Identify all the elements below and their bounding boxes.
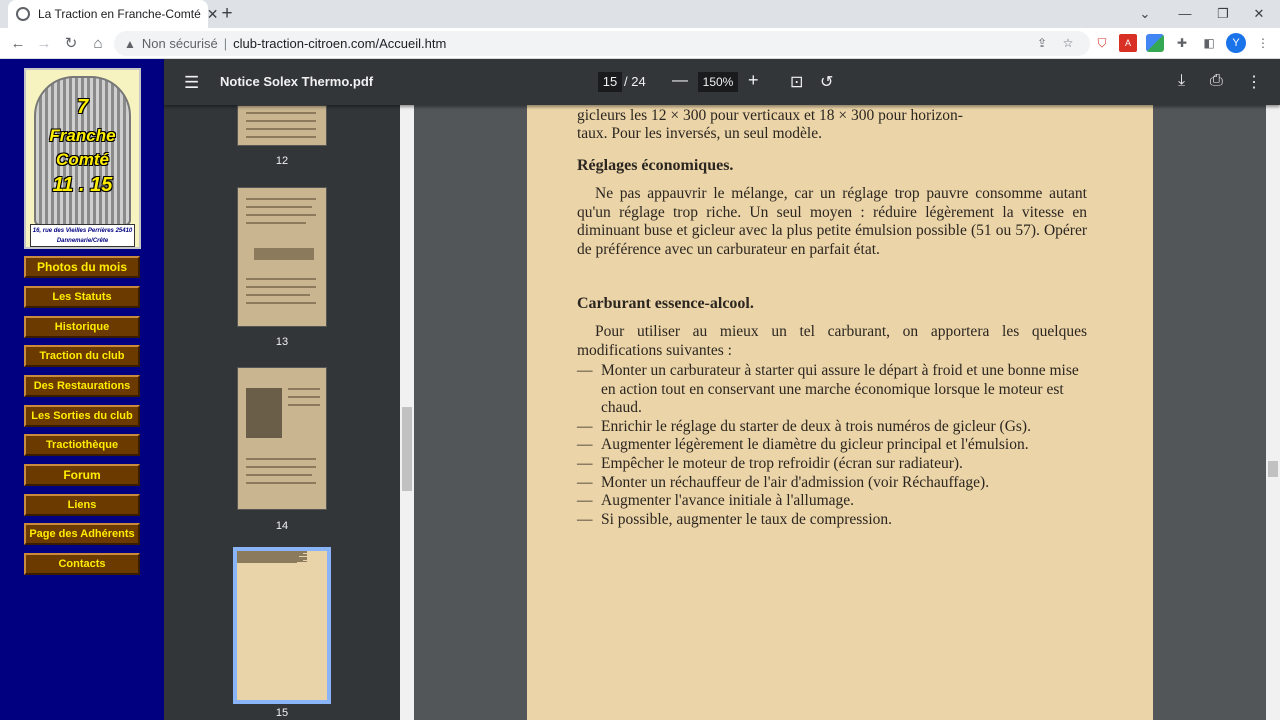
document-scrollbar-thumb[interactable] [1268,461,1278,477]
address-separator: | [223,36,228,51]
thumbnail-label: 14 [275,520,289,532]
google-extension-icon[interactable] [1146,34,1164,52]
thumbnail-page-14[interactable] [237,367,327,510]
thumbnail-page-13[interactable] [237,187,327,327]
warning-icon[interactable]: ▲ [124,36,136,51]
thumbnail-scrollbar[interactable] [400,105,414,720]
close-tab-icon[interactable]: ✕ [206,5,219,22]
thumbnail-label: 15 [275,707,289,719]
profile-avatar[interactable]: Y [1226,33,1246,53]
logo-text-1: 7 [76,96,89,118]
forward-icon[interactable]: → [36,35,52,52]
thumbnail-label: 13 [275,336,289,348]
zoom-level-input[interactable]: 150% [698,72,738,92]
side-panel-icon[interactable]: ◧ [1203,36,1215,50]
zoom-out-icon[interactable]: — [672,72,688,89]
list-item: — Enrichir le réglage du starter de deux à trois numéros de gicleur (Gs). [577,417,1031,435]
pdf-page [527,105,1153,720]
reload-icon[interactable]: ↻ [64,35,78,52]
thumbnail-page-12[interactable] [237,105,327,146]
section-heading: Carburant essence-alcool. [577,295,754,312]
tab-search-icon[interactable]: ⌄ [1139,6,1151,21]
rotate-icon[interactable]: ↺ [820,74,834,91]
menu-les-sorties-du-club[interactable]: Les Sorties du club [24,405,140,427]
close-window-icon[interactable]: ✕ [1253,6,1265,21]
list-item: — Augmenter l'avance initiale à l'allumage. [577,492,855,510]
thumbnail-page-15-selected[interactable] [233,547,331,704]
pdf-filename: Notice Solex Thermo.pdf [220,74,374,89]
page-total: / 24 [624,74,646,89]
logo-text-2: Franche [49,126,116,145]
list-item: — Si possible, augmenter le taux de compression. [577,510,892,528]
print-icon[interactable]: ⎙ [1210,72,1223,89]
list-item: — Empêcher le moteur de trop refroidir (écran sur radiateur). [577,454,963,472]
logo-text-3: Comté [56,150,109,169]
zoom-in-icon[interactable]: + [748,70,759,90]
address-bar[interactable] [114,31,1090,56]
menu-page-des-adherents[interactable]: Page des Adhérents [24,523,140,545]
security-label: Non sécurisé [141,36,218,51]
text-line: taux. Pour les inversés, un seul modèle. [577,125,822,142]
menu-traction-du-club[interactable]: Traction du club [24,345,140,367]
hamburger-menu-icon[interactable]: ☰ [184,73,200,92]
pdf-document-view[interactable] [414,105,1266,720]
logo-text-4: 11 . 15 [52,174,113,196]
more-options-icon[interactable]: ⋮ [1246,74,1262,91]
tab-strip [0,0,1280,28]
tab-title: La Traction en Franche-Comté [38,7,201,21]
list-item: — Monter un réchauffeur de l'air d'admission (voir Réchauffage). [577,473,990,491]
new-tab-button[interactable]: + [221,3,233,24]
page-number-input[interactable]: 15 [598,72,622,92]
menu-des-restaurations[interactable]: Des Restaurations [24,375,140,397]
club-logo[interactable] [24,68,141,249]
restore-icon[interactable]: ❐ [1217,6,1229,21]
menu-historique[interactable]: Historique [24,316,140,338]
share-icon[interactable]: ⇪ [1036,36,1048,50]
pdf-extension-icon[interactable]: A [1119,34,1137,52]
browser-menu-icon[interactable]: ⋮ [1257,36,1269,50]
logo-address: 16, rue des Vieilles Perrières 25410 Dannemarie/Crête [30,224,135,247]
section-heading: Réglages économiques. [577,157,734,174]
url-text: club-traction-citroen.com/Accueil.htm [233,36,447,51]
paragraph: Pour utiliser au mieux un tel carburant, on apportera les quelques modifications suivantes : [577,323,1087,359]
pdf-toolbar [164,59,1280,105]
fit-page-icon[interactable]: ⊡ [790,74,804,91]
minimize-icon[interactable]: — [1178,6,1192,21]
thumbnail-scrollbar-thumb[interactable] [402,407,412,491]
browser-tab[interactable] [8,0,219,28]
bookmark-star-icon[interactable]: ☆ [1062,36,1074,50]
list-item: — Augmenter légèrement le diamètre du gicleur principal et l'émulsion. [577,436,1029,454]
menu-liens[interactable]: Liens [24,494,140,516]
home-icon[interactable]: ⌂ [93,35,103,52]
back-icon[interactable]: ← [10,35,26,52]
extensions-puzzle-icon[interactable]: ✚ [1176,36,1188,50]
menu-forum[interactable]: Forum [24,464,140,486]
menu-les-statuts[interactable]: Les Statuts [24,286,140,308]
text-line: gicleurs les 12 × 300 pour verticaux et 18 × 300 pour horizon- [577,107,963,124]
menu-photos-du-mois[interactable]: Photos du mois [24,256,140,278]
list-item: — Monter un carburateur à starter qui assure le départ à froid et une bonne mise en action tout en conservant une marche économique lorsque le moteur est chaud. [577,362,1079,417]
thumbnail-panel [164,105,400,720]
thumbnail-label: 12 [275,155,289,167]
modification-list [577,362,1087,529]
menu-tractiotheque[interactable]: Tractiothèque [24,434,140,456]
shield-extension-icon[interactable]: ⛉ [1097,36,1107,50]
browser-toolbar [0,28,1280,59]
paragraph: Ne pas appauvrir le mélange, car un réglage trop pauvre consomme autant qu'un réglage trop riche. Un seul moyen : réduire légèrement la vitesse en diminuant buse et gicleur avec la plus petite émulsion possible (51 ou 57). Opérer de préférence avec un carburateur en parfait état. [577,185,1087,258]
document-scrollbar[interactable] [1266,105,1280,720]
globe-icon [16,7,30,21]
menu-contacts[interactable]: Contacts [24,553,140,575]
download-icon[interactable]: ⤓ [1178,72,1186,89]
